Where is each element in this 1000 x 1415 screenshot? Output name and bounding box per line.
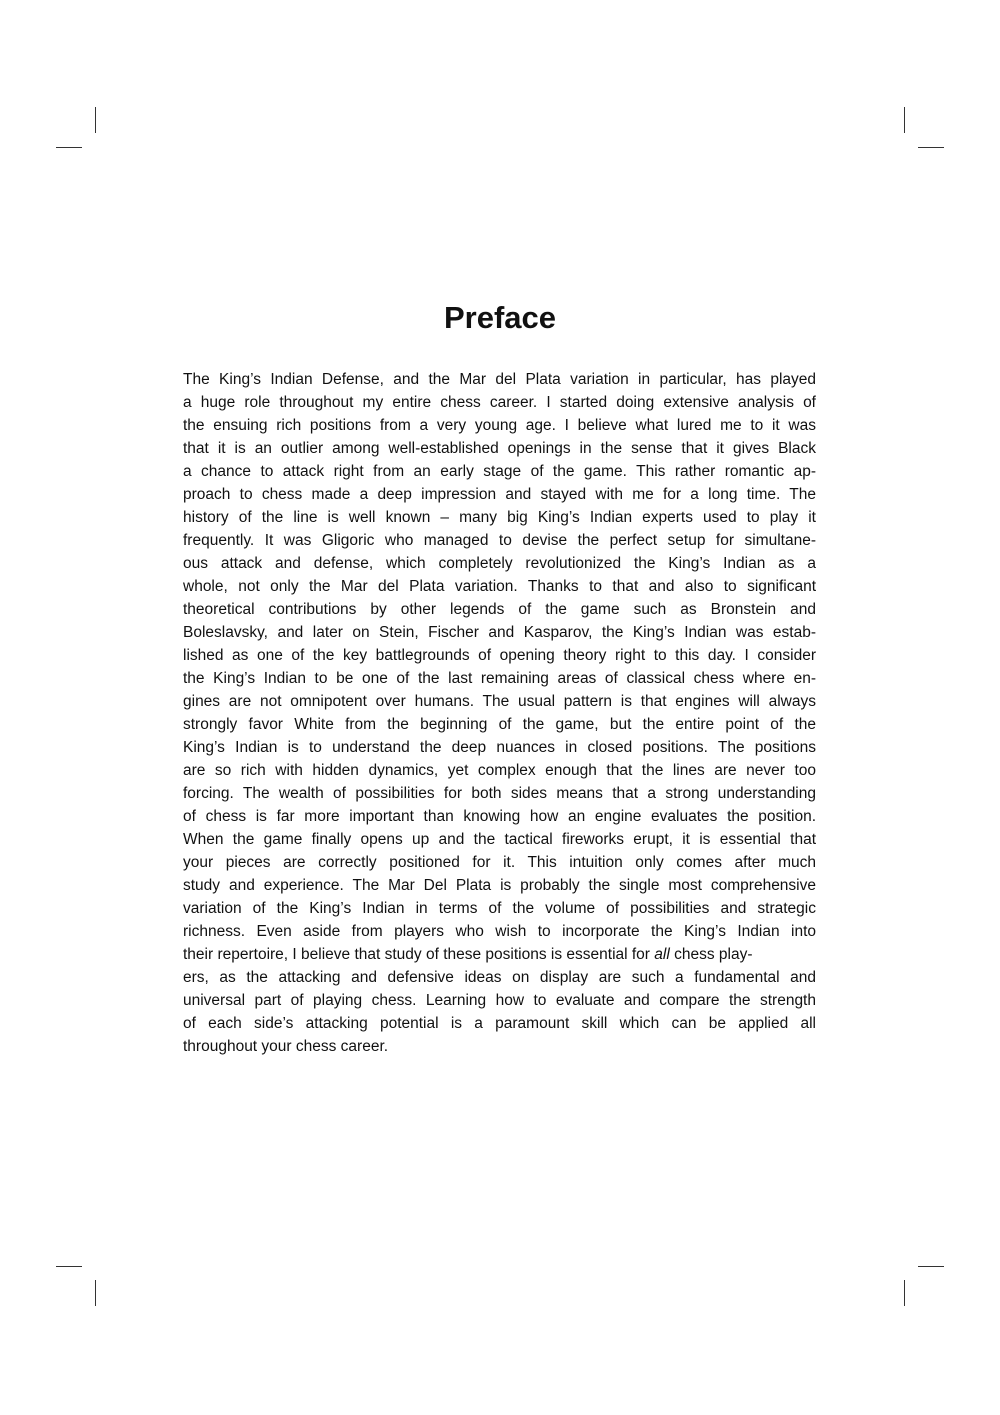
- text-line: ous attack and defense, which completely revolutionized the King’s Indian as a: [183, 555, 816, 572]
- text-line: whole, not only the Mar del Plata variation. Thanks to that and also to significant: [183, 578, 816, 595]
- crop-mark-bottom-right-horizontal: [918, 1266, 944, 1267]
- preface-paragraph: [183, 368, 816, 1058]
- text-line: a chance to attack right from an early stage of the game. This rather romantic ap-: [183, 463, 816, 480]
- text-line: of chess is far more important than knowing how an engine evaluates the position.: [183, 808, 816, 825]
- text-line: King’s Indian is to understand the deep nuances in closed positions. The positions: [183, 739, 816, 756]
- text-line: throughout your chess career.: [183, 1038, 389, 1055]
- text-line: forcing. The wealth of possibilities for both sides means that a strong understanding: [183, 785, 816, 802]
- text-line: [183, 943, 816, 966]
- text-line: history of the line is well known – many big King’s Indian experts used to play it: [183, 509, 816, 526]
- text-line: the ensuing rich positions from a very young age. I believe what lured me to it was: [183, 417, 816, 434]
- text-line: a huge role throughout my entire chess career. I started doing extensive analysis of: [183, 394, 816, 411]
- text-line: proach to chess made a deep impression and stayed with me for a long time. The: [183, 486, 816, 503]
- text-line: When the game finally opens up and the tactical fireworks erupt, it is essential that: [183, 831, 816, 848]
- text-line: The King’s Indian Defense, and the Mar del Plata variation in particular, has played: [183, 371, 816, 388]
- text-line: frequently. It was Gligoric who managed to devise the perfect setup for simultane-: [183, 532, 816, 549]
- crop-mark-top-right-vertical: [904, 107, 905, 133]
- text-line: richness. Even aside from players who wish to incorporate the King’s Indian into: [183, 923, 816, 940]
- text-line: lished as one of the key battlegrounds of opening theory right to this day. I consider: [183, 647, 816, 664]
- emphasized-word: all: [654, 946, 670, 963]
- text-line: your pieces are correctly positioned for it. This intuition only comes after much: [183, 854, 816, 871]
- text-line: that it is an outlier among well-established openings in the sense that it gives Black: [183, 440, 816, 457]
- text-line: ers, as the attacking and defensive ideas on display are such a fundamental and: [183, 969, 816, 986]
- crop-mark-top-right-horizontal: [918, 147, 944, 148]
- text-line: are so rich with hidden dynamics, yet complex enough that the lines are never too: [183, 762, 816, 779]
- crop-mark-bottom-left-vertical: [95, 1280, 96, 1306]
- crop-mark-bottom-left-horizontal: [56, 1266, 82, 1267]
- crop-mark-bottom-right-vertical: [904, 1280, 905, 1306]
- text-line: universal part of playing chess. Learning how to evaluate and compare the strength: [183, 992, 816, 1009]
- crop-mark-top-left-vertical: [95, 107, 96, 133]
- text-line-segment: chess play-: [669, 946, 753, 963]
- text-line: Boleslavsky, and later on Stein, Fischer and Kasparov, the King’s Indian was estab-: [183, 624, 816, 641]
- text-line: the King’s Indian to be one of the last remaining areas of classical chess where en-: [183, 670, 816, 687]
- text-line: variation of the King’s Indian in terms of the volume of possibilities and strategic: [183, 900, 816, 917]
- text-line: gines are not omnipotent over humans. The usual pattern is that engines will always: [183, 693, 816, 710]
- text-line: strongly favor White from the beginning of the game, but the entire point of the: [183, 716, 816, 733]
- text-line-segment: their repertoire, I believe that study of these positions is essential for: [183, 946, 655, 963]
- text-line: of each side’s attacking potential is a paramount skill which can be applied all: [183, 1015, 816, 1032]
- crop-mark-top-left-horizontal: [56, 147, 82, 148]
- text-line: study and experience. The Mar Del Plata is probably the single most comprehensive: [183, 877, 816, 894]
- page-title: Preface: [443, 300, 557, 335]
- text-line: theoretical contributions by other legends of the game such as Bronstein and: [183, 601, 816, 618]
